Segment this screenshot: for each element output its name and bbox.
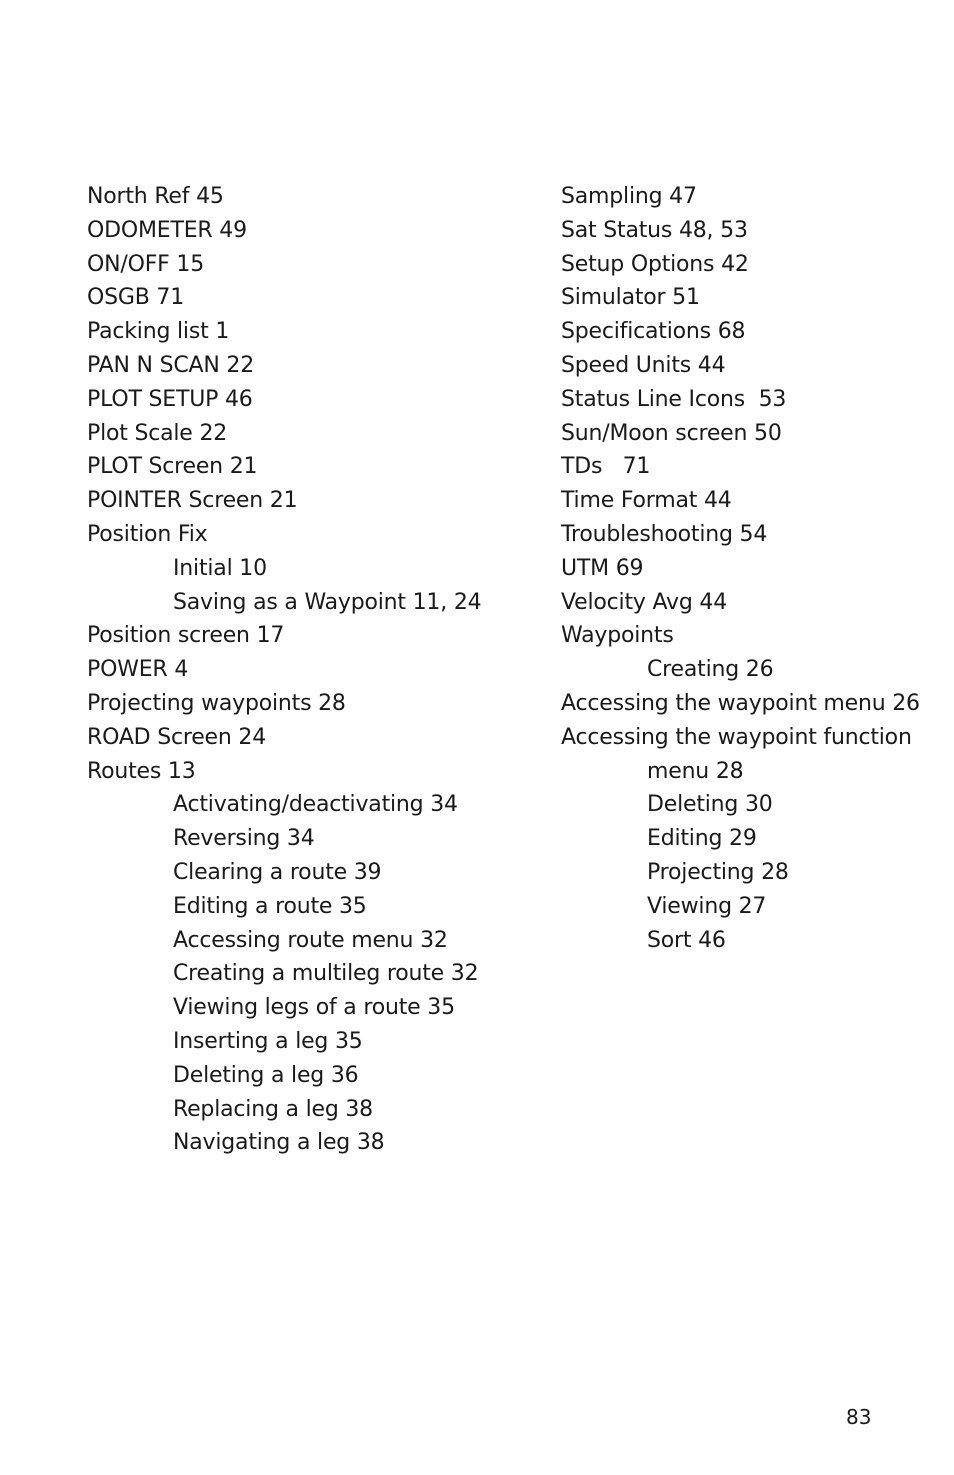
index-subentry: Editing a route 35 [173, 893, 367, 919]
index-subentry: Saving as a Waypoint 11, 24 [173, 589, 482, 615]
index-column-left [87, 180, 537, 1160]
index-entry: Setup Options 42 [561, 251, 749, 277]
index-entry: Troubleshooting 54 [561, 521, 768, 547]
index-subentry: Viewing 27 [647, 893, 767, 919]
index-entry: Time Format 44 [561, 488, 732, 514]
index-entry: Status Line Icons 53 [561, 386, 787, 412]
index-entry: PLOT SETUP 46 [87, 386, 253, 412]
index-entry: ROAD Screen 24 [87, 724, 267, 750]
index-subentry: Navigating a leg 38 [173, 1130, 385, 1156]
index-entry: Packing list 1 [87, 319, 230, 345]
index-subentry: Creating 26 [647, 657, 774, 683]
index-entry: Projecting waypoints 28 [87, 690, 346, 716]
index-entry: Accessing the waypoint menu 26 [561, 690, 920, 716]
index-entry: POWER 4 [87, 657, 189, 683]
index-subentry: Viewing legs of a route 35 [173, 995, 455, 1021]
index-entry: Velocity Avg 44 [561, 589, 728, 615]
index-entry: Simulator 51 [561, 285, 700, 311]
index-entry: Speed Units 44 [561, 352, 726, 378]
index-entry: PAN N SCAN 22 [87, 352, 255, 378]
index-entry: POINTER Screen 21 [87, 488, 298, 514]
index-entry: Waypoints [561, 623, 674, 649]
index-entry: ODOMETER 49 [87, 217, 247, 243]
index-entry: ON/OFF 15 [87, 251, 204, 277]
index-entry: PLOT Screen 21 [87, 454, 258, 480]
index-entry: OSGB 71 [87, 285, 185, 311]
index-entry: Sampling 47 [561, 184, 697, 209]
index-entry: Sun/Moon screen 50 [561, 420, 782, 446]
index-subentry: menu 28 [647, 758, 744, 784]
page-number: 83 [846, 1405, 872, 1429]
index-column-right [561, 180, 941, 957]
index-subentry: Accessing route menu 32 [173, 927, 448, 953]
index-subentry: Sort 46 [647, 927, 726, 953]
index-entry: Position screen 17 [87, 623, 285, 649]
index-subentry: Reversing 34 [173, 826, 315, 852]
index-subentry: Inserting a leg 35 [173, 1028, 363, 1054]
index-subentry: Deleting a leg 36 [173, 1062, 359, 1088]
index-entry: TDs 71 [561, 454, 651, 480]
index-entry: Sat Status 48, 53 [561, 217, 748, 243]
index-subentry: Creating a multileg route 32 [173, 961, 479, 987]
index-entry: Routes 13 [87, 758, 196, 784]
index-subentry: Deleting 30 [647, 792, 773, 818]
index-subentry: Editing 29 [647, 826, 757, 852]
index-entry: Accessing the waypoint function [561, 724, 912, 750]
index-subentry: Projecting 28 [647, 859, 789, 885]
index-entry: UTM 69 [561, 555, 644, 581]
index-subentry: Clearing a route 39 [173, 859, 382, 885]
index-entry: Specifications 68 [561, 319, 746, 345]
index-entry: Plot Scale 22 [87, 420, 228, 446]
index-subentry: Replacing a leg 38 [173, 1096, 373, 1122]
index-entry: North Ref 45 [87, 184, 224, 209]
index-subentry: Activating/deactivating 34 [173, 792, 458, 818]
index-entry: Position Fix [87, 521, 208, 547]
index-subentry: Initial 10 [173, 555, 267, 581]
